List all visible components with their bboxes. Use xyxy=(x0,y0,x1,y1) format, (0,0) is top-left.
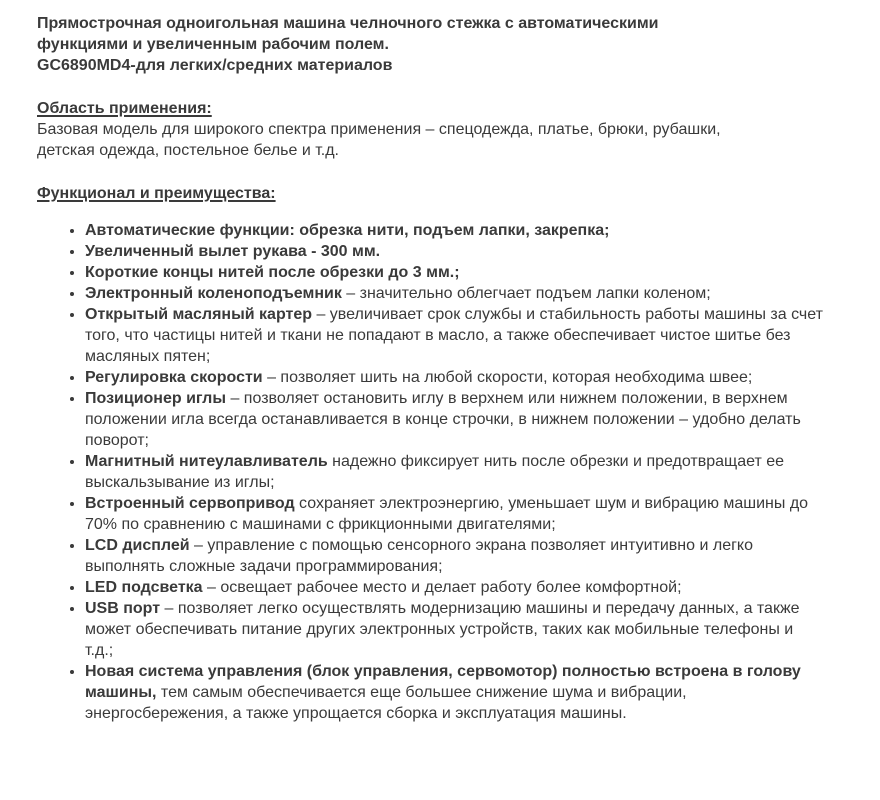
feature-description: надежно фиксирует нить после обрезки и предотвращает ее выскальзывание из иглы; xyxy=(85,453,785,491)
application-text: Базовая модель для широкого спектра применения – спецодежда, платье, брюки, рубашки, детская одежда, постельное белье и т.д. xyxy=(37,121,721,159)
feature-description: – позволяет легко осуществлять модернизацию машины и передачу данных, а также может обеспечивать питание других электронных устройств, таких как мобильные телефоны и т.д.; xyxy=(85,600,800,659)
feature-term: Открытый масляный картер xyxy=(85,306,313,323)
section-heading-features: Функционал и преимущества: xyxy=(37,185,276,202)
list-item xyxy=(85,493,825,535)
section-heading-application: Область применения: xyxy=(37,100,212,117)
feature-description: – значительно облегчает подъем лапки коленом; xyxy=(341,285,711,302)
feature-term: Новая система управления (блок управления, сервомотор) полностью встроена в голову машины, xyxy=(85,663,801,701)
list-item xyxy=(85,262,825,283)
feature-term: Электронный коленоподъемник xyxy=(85,285,342,302)
list-item xyxy=(85,598,825,661)
list-item xyxy=(85,535,825,577)
feature-term: Позиционер иглы xyxy=(85,390,227,407)
title-block xyxy=(37,13,825,76)
list-item xyxy=(85,451,825,493)
list-item xyxy=(85,367,825,388)
list-item xyxy=(85,283,825,304)
list-item xyxy=(85,388,825,451)
feature-description: – освещает рабочее место и делает работу более комфортной; xyxy=(202,579,682,596)
feature-description: – позволяет шить на любой скорости, которая необходима швее; xyxy=(262,369,753,386)
feature-term: Автоматические функции: обрезка нити, подъем лапки, закрепка; xyxy=(85,222,610,239)
list-item xyxy=(85,220,825,241)
feature-term: LCD дисплей xyxy=(85,537,190,554)
feature-description: – управление с помощью сенсорного экрана позволяет интуитивно и легко выполнять сложные задачи программирования; xyxy=(85,537,753,575)
feature-description: сохраняет электроэнергию, уменьшает шум и вибрацию машины до 70% по сравнению с машинами с фрикционными двигателями; xyxy=(85,495,809,533)
feature-term: Магнитный нитеулавливатель xyxy=(85,453,328,470)
product-title: Прямострочная одноигольная машина челночного стежка с автоматическими функциями и увеличенным рабочим полем. xyxy=(37,15,659,53)
feature-term: Регулировка скорости xyxy=(85,369,263,386)
feature-term: USB порт xyxy=(85,600,161,617)
feature-term: Короткие концы нитей после обрезки до 3 мм.; xyxy=(85,264,460,281)
feature-term: LED подсветка xyxy=(85,579,203,596)
list-item xyxy=(85,241,825,262)
list-item xyxy=(85,577,825,598)
feature-description: – позволяет остановить иглу в верхнем или нижнем положении, в верхнем положении игла всегда останавливается в конце строчки, в нижнем положении – удобно делать поворот; xyxy=(85,390,801,449)
product-model: GC6890MD4-для легких/средних материалов xyxy=(37,57,393,74)
features-list xyxy=(37,220,825,724)
feature-term: Увеличенный вылет рукава - 300 мм. xyxy=(85,243,381,260)
list-item xyxy=(85,661,825,724)
feature-description: – увеличивает срок службы и стабильность работы машины за счет того, что частицы нитей и ткани не попадают в масло, а также обеспечивает чистое шитье без масляных пятен; xyxy=(85,306,823,365)
list-item xyxy=(85,304,825,367)
feature-description: тем самым обеспечивается еще большее снижение шума и вибрации, энергосбережения, а также упрощается сборка и эксплуатация машины. xyxy=(85,684,687,722)
feature-term: Встроенный сервопривод xyxy=(85,495,295,512)
